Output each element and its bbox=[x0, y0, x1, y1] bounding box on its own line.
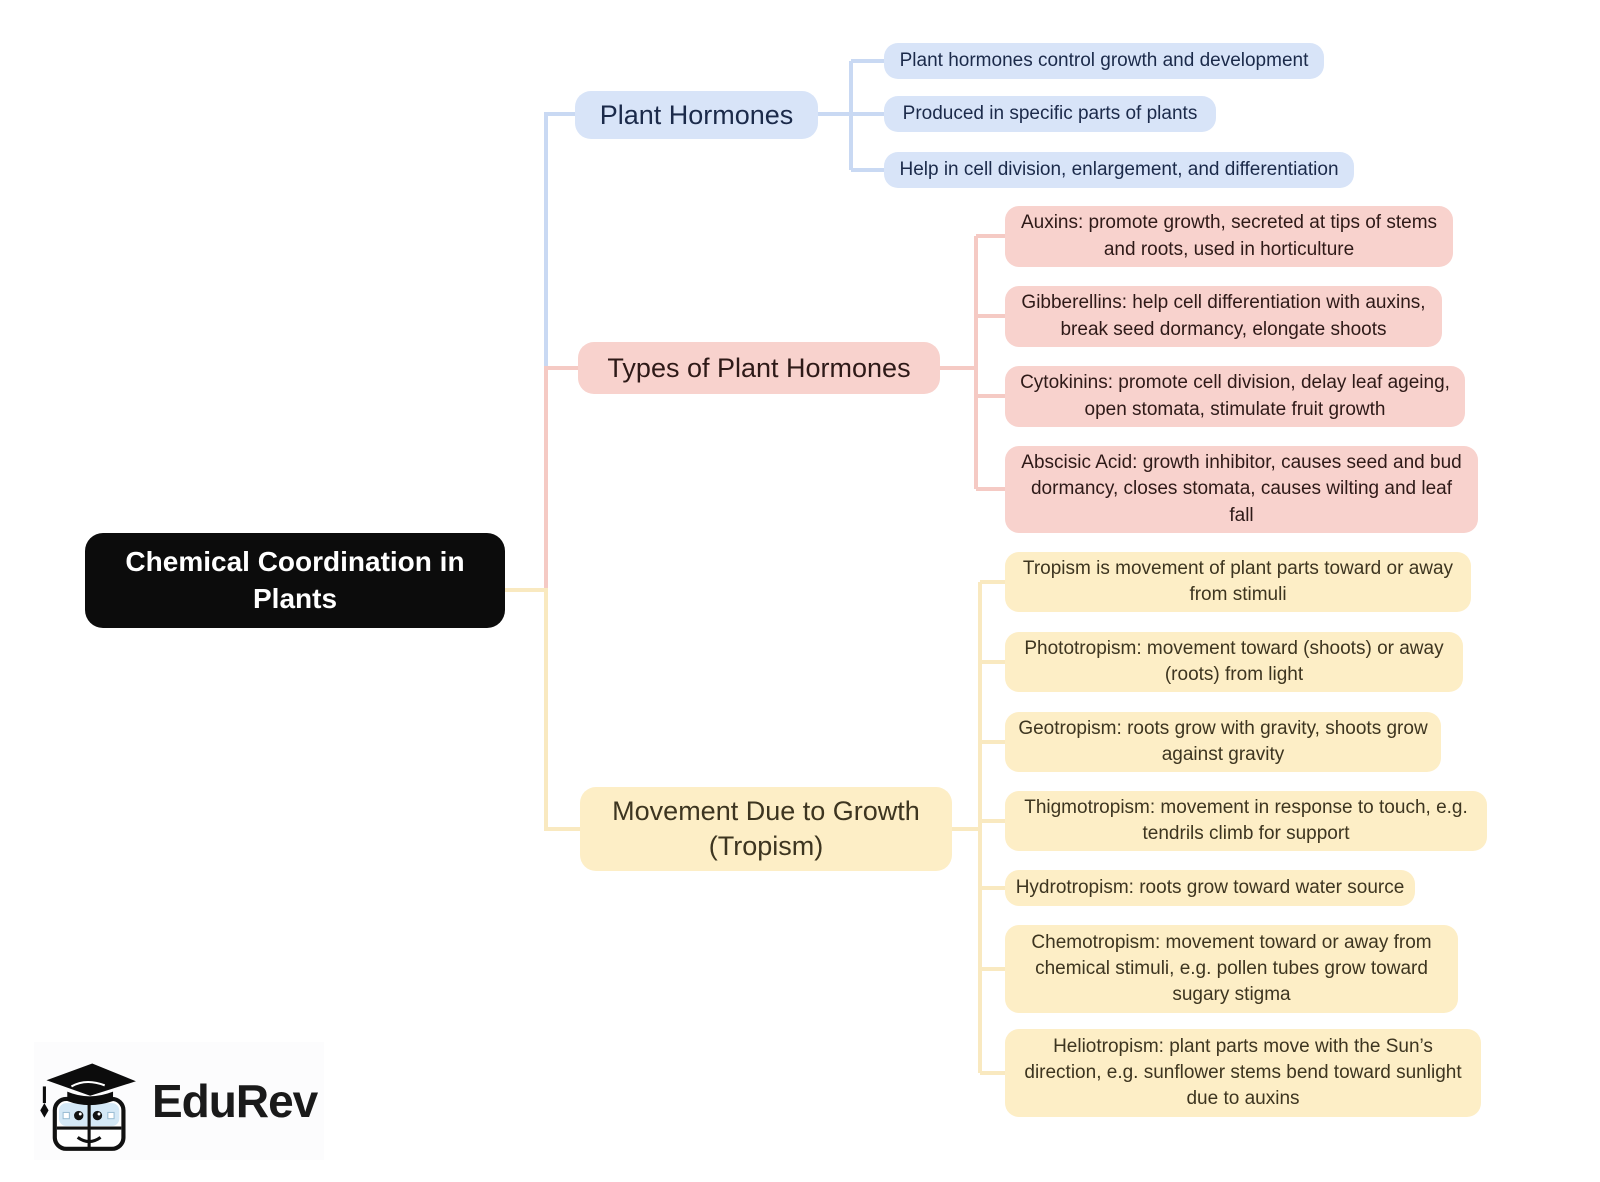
edurev-mascot-icon bbox=[34, 1049, 138, 1153]
leaf-label: Plant hormones control growth and development bbox=[899, 49, 1309, 71]
leaf-label: Produced in specific parts of plants bbox=[902, 102, 1198, 124]
connector-branch-movement bbox=[503, 590, 580, 829]
leaf-label: Phototropism: movement toward (shoots) or away (roots) from light bbox=[1024, 637, 1444, 685]
leaf-node bbox=[884, 152, 1354, 188]
leaf-label: Thigmotropism: movement in response to touch, e.g. tendrils climb for support bbox=[1024, 796, 1468, 844]
leaf-label: Auxins: promote growth, secreted at tips of stems and roots, used in horticulture bbox=[1020, 212, 1438, 260]
central-topic bbox=[85, 533, 505, 628]
leaf-label: Abscisic Acid: growth inhibitor, causes seed and bud dormancy, closes stomata, causes wilting and leaf fall bbox=[1021, 452, 1462, 526]
edurev-wordmark: EduRev bbox=[152, 1075, 318, 1127]
connector-movement-children bbox=[952, 582, 1005, 1073]
leaf-label: Cytokinins: promote cell division, delay leaf ageing, open stomata, stimulate fruit growth bbox=[1020, 372, 1450, 420]
branch-types-of-plant-hormones bbox=[578, 342, 940, 394]
leaf-node bbox=[1005, 712, 1441, 772]
central-topic-label: Chemical Coordination in Plants bbox=[125, 545, 465, 614]
leaf-label: Gibberellins: help cell differentiation with auxins, break seed dormancy, elongate shoots bbox=[1021, 292, 1426, 340]
leaf-node bbox=[1005, 552, 1471, 612]
leaf-label: Hydrotropism: roots grow toward water source bbox=[1015, 876, 1405, 898]
branch-label: Types of Plant Hormones bbox=[607, 352, 911, 383]
connector-branch-types bbox=[546, 368, 578, 592]
leaf-label: Geotropism: roots grow with gravity, shoots grow against gravity bbox=[1018, 717, 1428, 765]
connector-plant-hormones-children bbox=[816, 61, 886, 170]
leaf-node bbox=[884, 96, 1216, 132]
leaf-node bbox=[1005, 632, 1463, 692]
leaf-node bbox=[1005, 206, 1453, 267]
leaf-node bbox=[1005, 870, 1415, 906]
leaf-node bbox=[1005, 446, 1478, 533]
leaf-node bbox=[1005, 925, 1458, 1013]
connector-types-children bbox=[940, 236, 1005, 489]
leaf-node bbox=[884, 43, 1324, 79]
leaf-node bbox=[1005, 366, 1465, 427]
leaf-label: Tropism is movement of plant parts toward or away from stimuli bbox=[1022, 557, 1454, 605]
leaf-label: Heliotropism: plant parts move with the Sun’s direction, e.g. sunflower stems bend toward sunlight due to auxins bbox=[1024, 1035, 1462, 1109]
branch-plant-hormones bbox=[575, 91, 818, 139]
branch-label: Movement Due to Growth (Tropism) bbox=[612, 796, 920, 861]
leaf-node bbox=[1005, 286, 1442, 347]
leaf-node bbox=[1005, 791, 1487, 851]
branch-label: Plant Hormones bbox=[599, 99, 794, 130]
leaf-node bbox=[1005, 1029, 1481, 1117]
leaf-label: Chemotropism: movement toward or away from chemical stimuli, e.g. pollen tubes grow toward sugary stigma bbox=[1031, 931, 1432, 1005]
edurev-logo bbox=[34, 1042, 324, 1160]
leaf-label: Help in cell division, enlargement, and differentiation bbox=[899, 158, 1339, 180]
branch-movement-tropism bbox=[580, 787, 952, 871]
connector-branch-plant-hormones bbox=[546, 114, 578, 368]
